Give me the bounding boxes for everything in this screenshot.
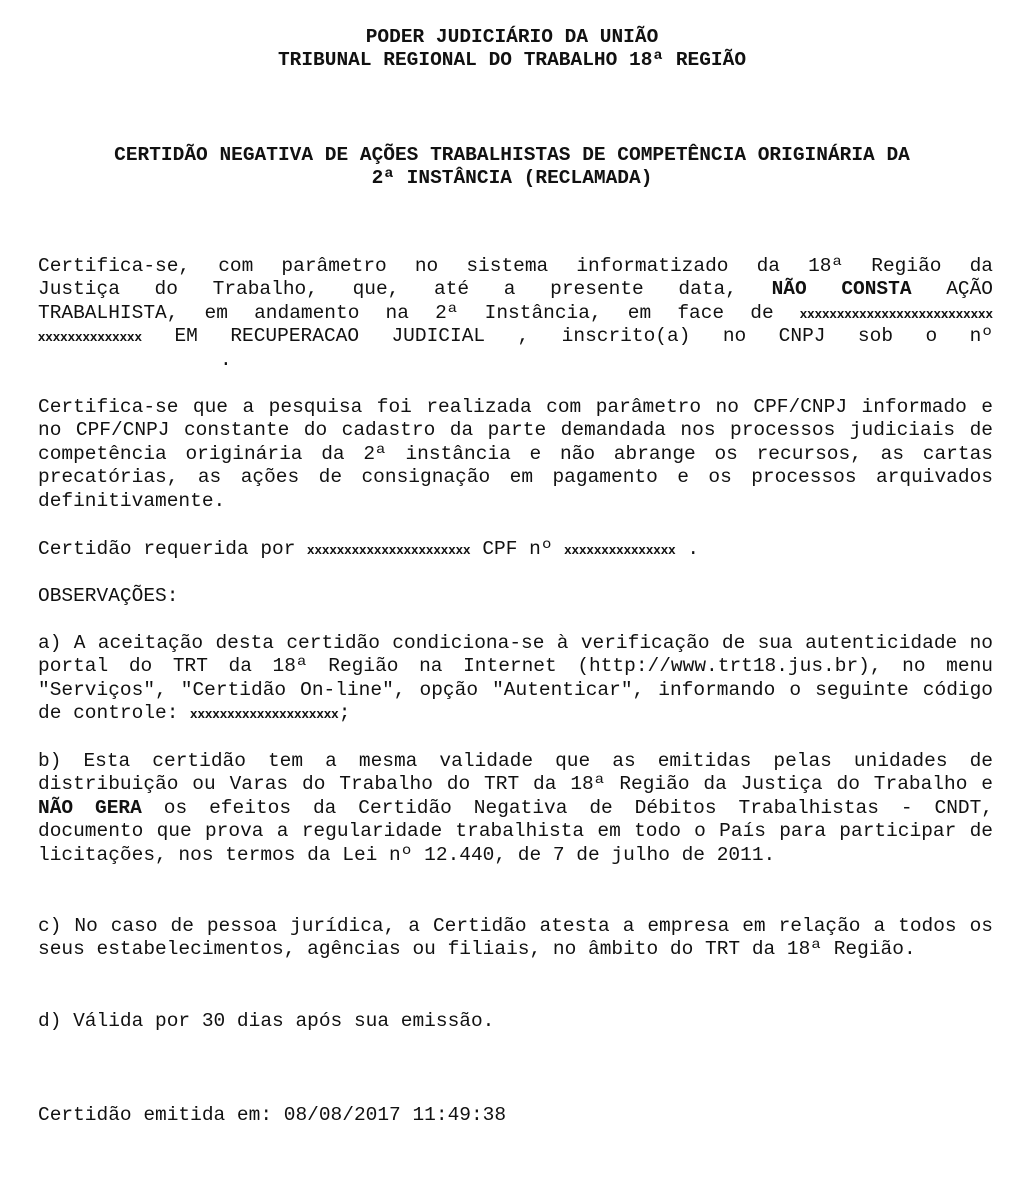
court-name: [0, 26, 1024, 73]
requester-line: [38, 538, 993, 561]
cert-line-4-text: EM RECUPERACAO JUDICIAL , inscrito(a) no CNPJ sob o nº: [174, 325, 994, 348]
cert-line-3: [38, 302, 993, 325]
nao-gera-text: NÃO GERA: [38, 796, 142, 819]
redacted-requester-name: xxxxxxxxxxxxxxxxxxxxxx: [307, 542, 471, 557]
requester-label: Certidão requerida por: [38, 538, 296, 560]
court-line-2: TRIBUNAL REGIONAL DO TRABALHO 18ª REGIÃO: [277, 49, 747, 72]
redacted-company-name: xxxxxxxxxxxxxxxxxxxxxxxxxx: [799, 305, 994, 321]
cert-line-3-text: TRABALHISTA, em andamento na 2ª Instância, em face de: [38, 301, 774, 324]
observation-a-text: a) A aceitação desta certidão condiciona-se à verificação de sua autenticidade no portal do TRT da 18ª Região na Internet (http://www.trt18.jus.br), no menu "Serviços", "Certidão On-line", opção "Autenticar", informando o seguinte código de controle:: [38, 632, 993, 725]
cert-line-2-text: Justiça do Trabalho, que, até a presente data,: [38, 278, 737, 301]
cert-line-5: .: [220, 348, 232, 371]
observation-c: c) No caso de pessoa jurídica, a Certidão atesta a empresa em relação a todos os seus estabelecimentos, agências ou filiais, no âmbito do TRT da 18ª Região.: [38, 915, 993, 961]
cert-line-2: [38, 278, 993, 301]
observation-d: d) Válida por 30 dias após sua emissão.: [38, 1010, 495, 1032]
title-line-2: 2ª INSTÂNCIA (RECLAMADA): [371, 167, 653, 190]
certification-paragraph: [38, 255, 993, 372]
observations-heading: OBSERVAÇÕES:: [38, 585, 179, 607]
search-paragraph: Certifica-se que a pesquisa foi realizada com parâmetro no CPF/CNPJ informado e no CPF/CNPJ constante do cadastro da parte demandada nos processos judiciais de competência originária da 2ª instância e não abrange os recursos, as cartas precatórias, as ações de consignação em pagamento e os processos arquivados definitivamente.: [38, 396, 993, 512]
nao-consta-text: NÃO CONSTA: [771, 278, 912, 301]
cert-line-1: Certifica-se, com parâmetro no sistema informatizado da 18ª Região da: [38, 255, 993, 277]
observation-b-text-2: os efeitos da Certidão Negativa de Débitos Trabalhistas - CNDT, documento que prova a regularidade trabalhista em todo o País para participar de licitações, nos termos da Lei nº 12.440, de 7 de julho de 2011.: [38, 796, 993, 866]
title-line-1: CERTIDÃO NEGATIVA DE AÇÕES TRABALHISTAS DE COMPETÊNCIA ORIGINÁRIA DA: [114, 144, 910, 166]
issued-timestamp: Certidão emitida em: 08/08/2017 11:49:38: [38, 1104, 507, 1126]
redacted-company-name-cont: xxxxxxxxxxxxxx: [38, 329, 143, 345]
cpf-label: CPF nº: [482, 538, 553, 560]
certificate-title: [0, 144, 1024, 191]
acao-text: AÇÃO: [946, 278, 993, 301]
observation-b: [38, 750, 993, 867]
observation-b-text-1: b) Esta certidão tem a mesma validade que as emitidas pelas unidades de distribuição ou Varas do Trabalho do TRT da 18ª Região da Justiça do Trabalho e: [38, 750, 993, 796]
cert-line-4: [38, 325, 993, 348]
observation-a: [38, 632, 993, 726]
redacted-cpf: xxxxxxxxxxxxxxx: [564, 542, 676, 557]
redacted-control-code: xxxxxxxxxxxxxxxxxxxx: [190, 706, 339, 722]
court-line-1: PODER JUDICIÁRIO DA UNIÃO: [365, 26, 659, 48]
requester-end: .: [687, 538, 700, 560]
observation-a-end: ;: [338, 702, 351, 725]
